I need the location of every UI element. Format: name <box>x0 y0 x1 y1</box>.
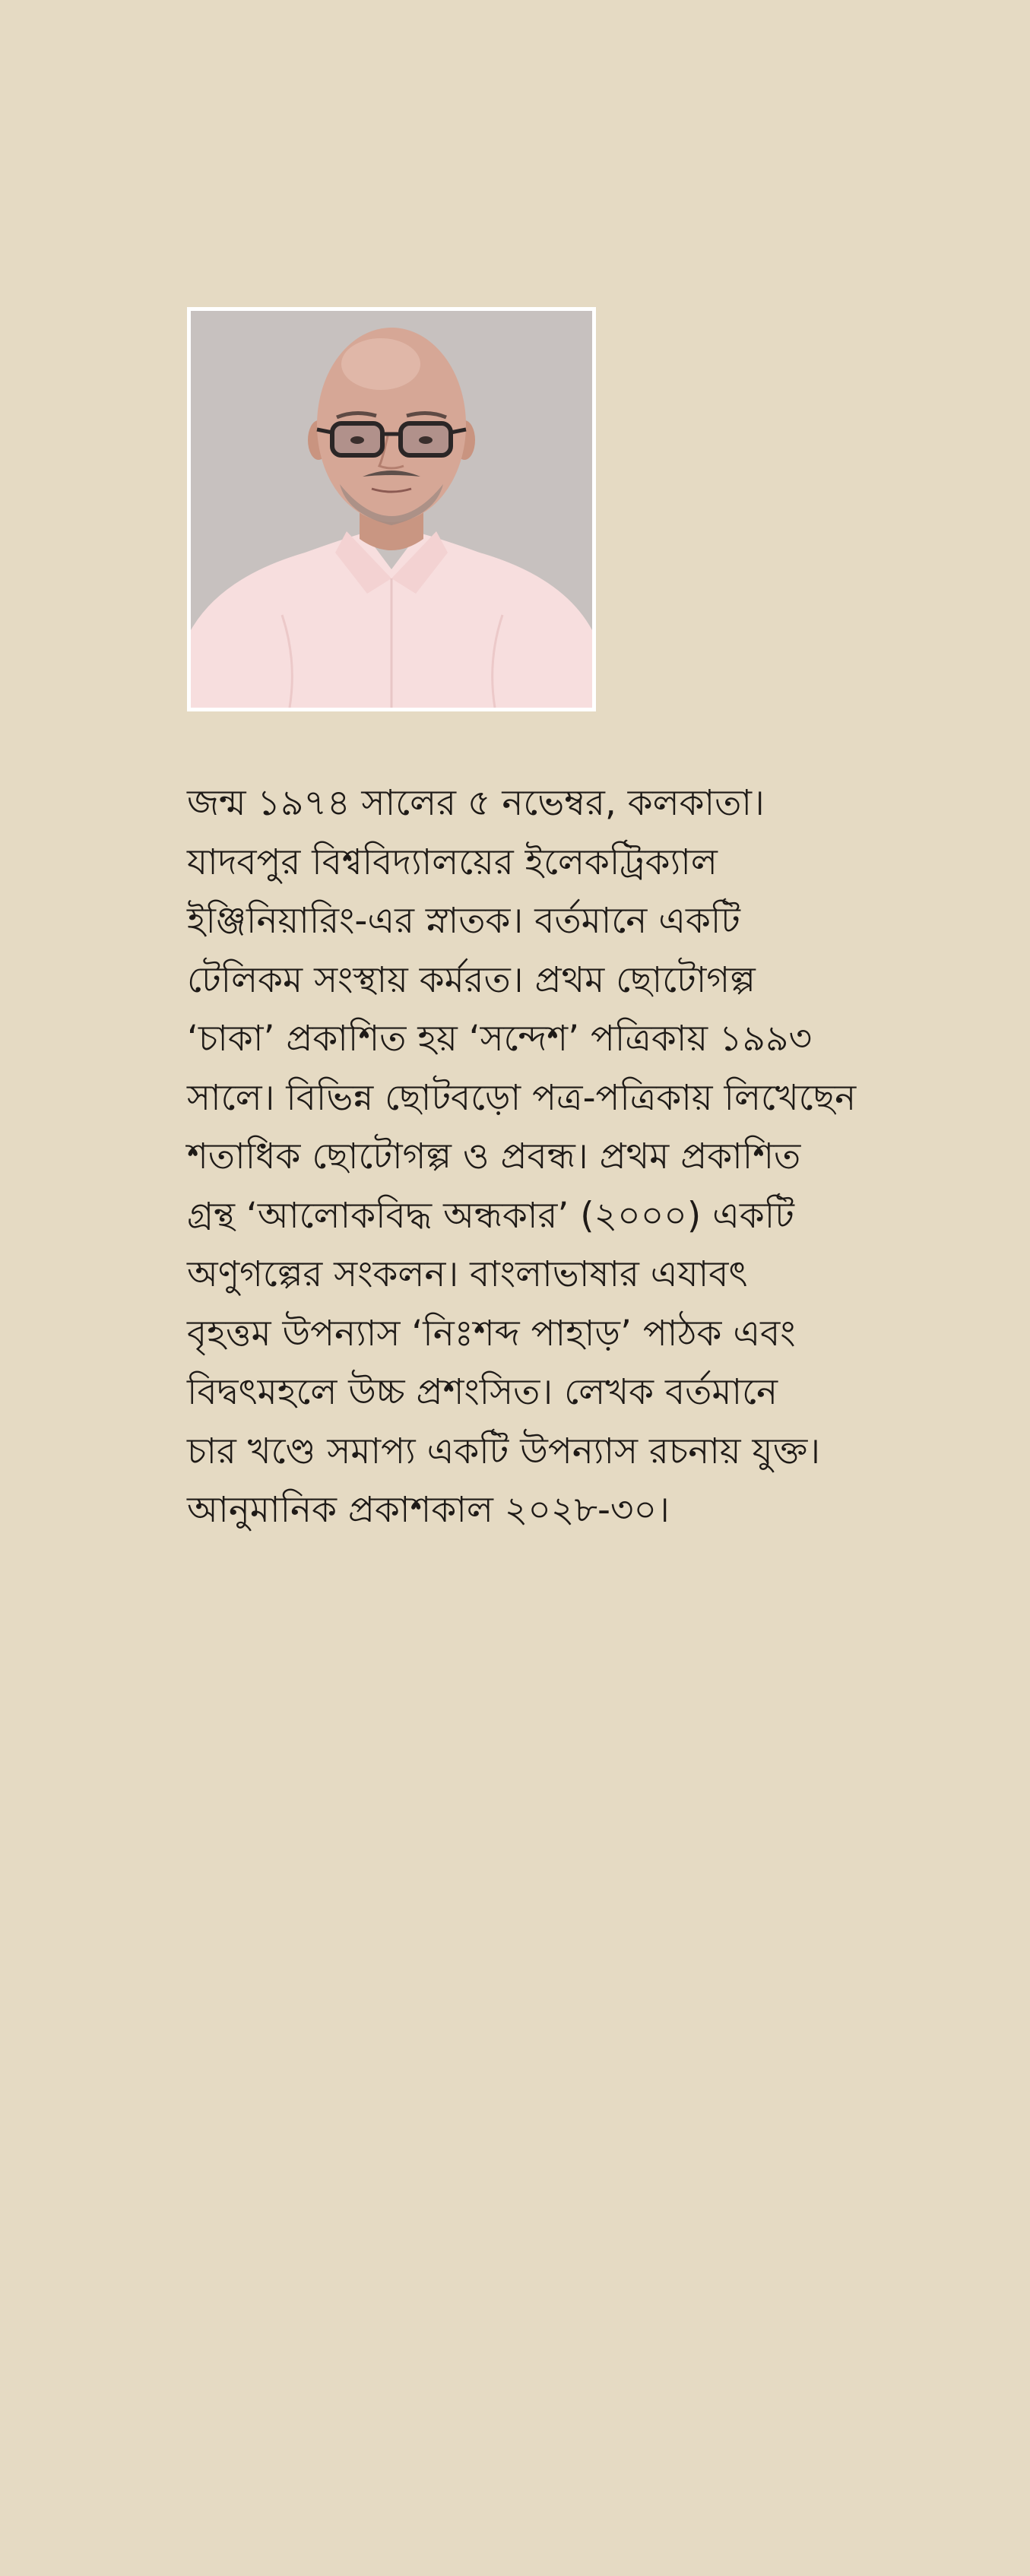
bio-line: সালে। বিভিন্ন ছোটবড়ো পত্র-পত্রিকায় লিখেছেন <box>187 1076 857 1119</box>
bio-line: গ্রন্থ ‘আলোকবিদ্ধ অন্ধকার’ (২০০০) একটি <box>187 1194 794 1237</box>
bio-line: বৃহত্তম উপন্যাস ‘নিঃশব্দ পাহাড়’ পাঠক এবং <box>187 1312 796 1355</box>
bio-line: জন্ম ১৯৭৪ সালের ৫ নভেম্বর, কলকাতা। <box>187 782 765 824</box>
bio-line: চার খণ্ডে সমাপ্য একটি উপন্যাস রচনায় যুক্ত। <box>187 1430 821 1472</box>
bio-line: আনুমানিক প্রকাশকাল ২০২৮-৩০। <box>187 1489 670 1531</box>
bio-line: বিদ্বৎমহলে উচ্চ প্রশংসিত। লেখক বর্তমানে <box>187 1371 778 1413</box>
bio-line: টেলিকম সংস্থায় কর্মরত। প্রথম ছোটোগল্প <box>187 958 756 1001</box>
author-portrait-icon <box>191 311 592 708</box>
author-photo <box>187 307 596 711</box>
bio-line: শতাধিক ছোটোগল্প ও প্রবন্ধ। প্রথম প্রকাশিত <box>187 1136 801 1177</box>
bio-line: অণুগল্পের সংকলন। বাংলাভাষার এযাবৎ <box>187 1253 748 1295</box>
author-bio <box>187 774 871 1540</box>
bio-line: ইঞ্জিনিয়ারিং-এর স্নাতক। বর্তমানে একটি <box>187 900 740 942</box>
bio-line: যাদবপুর বিশ্ববিদ্যালয়ের ইলেকট্রিক্যাল <box>187 841 718 883</box>
bio-line: ‘চাকা’ প্রকাশিত হয় ‘সন্দেশ’ পত্রিকায় ১৯৯৩ <box>187 1018 813 1060</box>
